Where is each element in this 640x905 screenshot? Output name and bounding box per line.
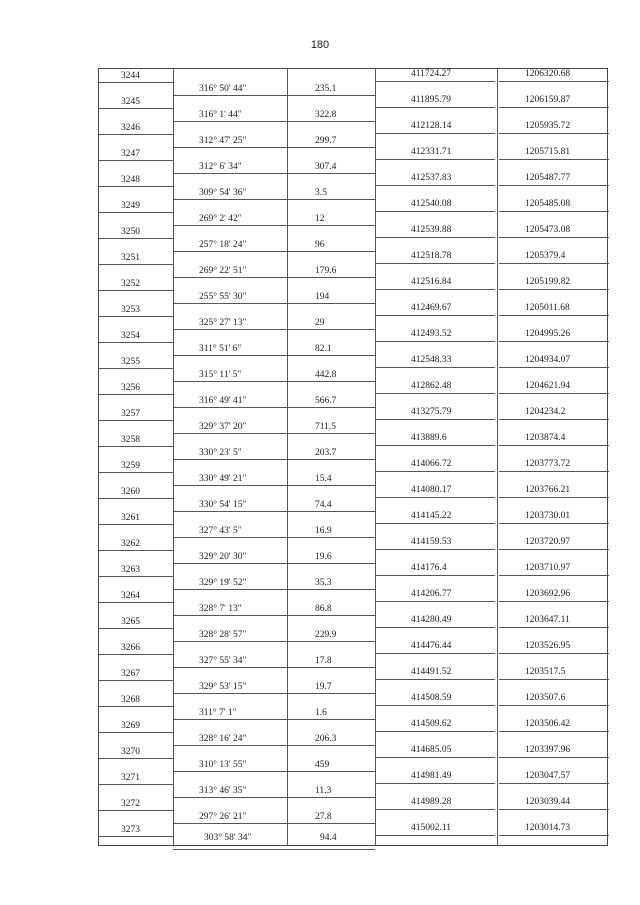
cell-underline [375, 471, 495, 472]
distance-cell: 206.3 [315, 734, 337, 744]
distance-cell: 442.8 [315, 370, 337, 380]
cell-underline [375, 289, 495, 290]
cell-underline [375, 549, 495, 550]
cell-underline [99, 576, 173, 577]
cell-underline [375, 185, 495, 186]
cell-underline [375, 575, 495, 576]
x-coordinate-cell: 414491.52 [411, 667, 452, 677]
angle-cell: 255° 55' 30" [199, 292, 247, 302]
distance-cell: 29 [315, 318, 325, 328]
cell-underline [99, 836, 173, 837]
x-coordinate-cell: 411895.79 [411, 95, 452, 105]
point-number-cell: 3271 [121, 773, 140, 783]
table-row [99, 563, 607, 589]
cell-underline [499, 445, 609, 446]
y-coordinate-cell: 1203526.95 [525, 641, 571, 651]
point-number-cell: 3258 [121, 435, 140, 445]
point-number-cell: 3266 [121, 643, 140, 653]
cell-underline [99, 472, 173, 473]
angle-cell: 327° 43' 5" [199, 526, 242, 536]
cell-underline [99, 732, 173, 733]
x-coordinate-cell: 413275.79 [411, 407, 452, 417]
y-coordinate-cell: 1203517.5 [525, 667, 566, 677]
x-coordinate-cell: 414476.44 [411, 641, 452, 651]
angle-cell: 328° 7' 13" [199, 604, 242, 614]
x-coordinate-cell: 414080.17 [411, 485, 452, 495]
y-coordinate-cell: 1204995.26 [525, 329, 571, 339]
angle-cell: 330° 54' 15" [199, 500, 247, 510]
point-number-cell: 3256 [121, 383, 140, 393]
cell-underline [499, 419, 609, 420]
cell-underline [375, 237, 495, 238]
y-coordinate-cell: 1203647.11 [525, 615, 570, 625]
table-row [99, 303, 607, 329]
cell-underline [375, 731, 495, 732]
distance-cell: 27.8 [315, 812, 332, 822]
y-coordinate-cell: 1203692.96 [525, 589, 571, 599]
cell-underline [99, 524, 173, 525]
table-row [99, 277, 607, 303]
y-coordinate-cell: 1204934.07 [525, 355, 571, 365]
cell-underline [99, 212, 173, 213]
cell-underline [287, 849, 375, 850]
cell-underline [499, 211, 609, 212]
cell-underline [99, 342, 173, 343]
point-number-cell: 3253 [121, 305, 140, 315]
cell-underline [375, 835, 495, 836]
distance-cell: 203.7 [315, 448, 337, 458]
cell-underline [173, 849, 287, 850]
y-coordinate-cell: 1203766.21 [525, 485, 571, 495]
cell-underline [375, 315, 495, 316]
y-coordinate-cell: 1203507.6 [525, 693, 566, 703]
point-number-cell: 3257 [121, 409, 140, 419]
cell-underline [99, 550, 173, 551]
table-row [99, 459, 607, 485]
point-number-cell: 3272 [121, 799, 140, 809]
page-number: 180 [310, 39, 330, 51]
y-coordinate-cell: 1203039.44 [525, 797, 571, 807]
cell-underline [375, 783, 495, 784]
point-number-cell: 3267 [121, 669, 140, 679]
cell-underline [499, 601, 609, 602]
point-number-cell: 3252 [121, 279, 140, 289]
cell-underline [375, 419, 495, 420]
x-coordinate-cell: 414176.4 [411, 563, 447, 573]
x-coordinate-cell: 414509.62 [411, 719, 452, 729]
cell-underline [99, 290, 173, 291]
y-coordinate-cell: 1203720.97 [525, 537, 571, 547]
angle-cell: 329° 19' 52" [199, 578, 247, 588]
y-coordinate-cell: 1203506.42 [525, 719, 571, 729]
table-row [99, 69, 607, 95]
x-coordinate-cell: 412539.88 [411, 225, 452, 235]
angle-cell: 313° 46' 35" [199, 786, 247, 796]
table-row [99, 537, 607, 563]
table-row [99, 225, 607, 251]
distance-cell: 566.7 [315, 396, 337, 406]
distance-cell: 19.7 [315, 682, 332, 692]
distance-cell: 86.8 [315, 604, 332, 614]
x-coordinate-cell: 414685.05 [411, 745, 452, 755]
cell-underline [99, 628, 173, 629]
cell-underline [99, 810, 173, 811]
angle-cell: 297° 26' 21" [199, 812, 247, 822]
cell-underline [375, 679, 495, 680]
cell-underline [375, 263, 495, 264]
point-number-cell: 3247 [121, 149, 140, 159]
cell-underline [375, 159, 495, 160]
distance-cell: 459 [315, 760, 330, 770]
cell-underline [99, 82, 173, 83]
cell-underline [99, 368, 173, 369]
cell-underline [99, 498, 173, 499]
y-coordinate-cell: 1205199.82 [525, 277, 571, 287]
y-coordinate-cell: 1205485.08 [525, 199, 571, 209]
point-number-cell: 3268 [121, 695, 140, 705]
y-coordinate-cell: 1203874.4 [525, 433, 566, 443]
angle-cell: 330° 23' 5" [199, 448, 242, 458]
cell-underline [499, 731, 609, 732]
cell-underline [499, 627, 609, 628]
distance-cell: 307.4 [315, 162, 337, 172]
cell-underline [499, 809, 609, 810]
table-row [99, 615, 607, 641]
angle-cell: 311° 7' 1" [199, 708, 237, 718]
table-row [99, 745, 607, 771]
table-row [99, 251, 607, 277]
x-coordinate-cell: 414159.53 [411, 537, 452, 547]
cell-underline [499, 263, 609, 264]
cell-underline [99, 420, 173, 421]
x-coordinate-cell: 412548.33 [411, 355, 452, 365]
cell-underline [99, 446, 173, 447]
cell-underline [499, 341, 609, 342]
angle-cell: 329° 20' 30" [199, 552, 247, 562]
point-number-cell: 3249 [121, 201, 140, 211]
y-coordinate-cell: 1206320.68 [525, 69, 571, 79]
x-coordinate-cell: 412331.71 [411, 147, 452, 157]
cell-underline [99, 758, 173, 759]
angle-cell: 325° 27' 13" [199, 318, 247, 328]
distance-cell: 15.4 [315, 474, 332, 484]
cell-underline [99, 186, 173, 187]
point-number-cell: 3264 [121, 591, 140, 601]
cell-underline [99, 680, 173, 681]
cell-underline [499, 757, 609, 758]
cell-underline [99, 706, 173, 707]
angle-cell: 316° 1' 44" [199, 110, 242, 120]
cell-underline [375, 107, 495, 108]
table-row [99, 641, 607, 667]
distance-cell: 3.5 [315, 188, 327, 198]
cell-underline [499, 653, 609, 654]
point-number-cell: 3255 [121, 357, 140, 367]
y-coordinate-cell: 1203710.97 [525, 563, 571, 573]
point-number-cell: 3265 [121, 617, 140, 627]
distance-cell: 96 [315, 240, 325, 250]
cell-underline [375, 523, 495, 524]
distance-cell: 12 [315, 214, 325, 224]
cell-underline [375, 133, 495, 134]
cell-underline [499, 107, 609, 108]
point-number-cell: 3261 [121, 513, 140, 523]
angle-cell: 327° 55' 34" [199, 656, 247, 666]
point-number-cell: 3246 [121, 123, 140, 133]
distance-cell: 322.8 [315, 110, 337, 120]
cell-underline [375, 211, 495, 212]
angle-cell: 316° 50' 44" [199, 84, 247, 94]
table-row [99, 121, 607, 147]
distance-cell: 35.3 [315, 578, 332, 588]
cell-underline [499, 679, 609, 680]
x-coordinate-cell: 412537.83 [411, 173, 452, 183]
x-coordinate-cell: 414066.72 [411, 459, 452, 469]
point-number-cell: 3260 [121, 487, 140, 497]
angle-cell: 328° 16' 24" [199, 734, 247, 744]
table-row [99, 147, 607, 173]
distance-cell: 235.1 [315, 84, 337, 94]
cell-underline [375, 705, 495, 706]
cell-underline [499, 289, 609, 290]
cell-underline [499, 237, 609, 238]
y-coordinate-cell: 1203047.57 [525, 771, 571, 781]
angle-cell: 315° 11' 5" [199, 370, 242, 380]
cell-underline [499, 133, 609, 134]
angle-cell: 329° 37' 20" [199, 422, 247, 432]
cell-underline [99, 602, 173, 603]
cell-underline [499, 549, 609, 550]
angle-cell: 269° 2' 42" [199, 214, 242, 224]
table-row [99, 95, 607, 121]
cell-underline [99, 654, 173, 655]
table-row [99, 355, 607, 381]
distance-cell: 299.7 [315, 136, 337, 146]
cell-underline [375, 601, 495, 602]
cell-underline [499, 81, 609, 82]
point-number-cell: 3245 [121, 97, 140, 107]
cell-underline [375, 627, 495, 628]
y-coordinate-cell: 1204234.2 [525, 407, 566, 417]
distance-cell: 74.4 [315, 500, 332, 510]
cell-underline [99, 316, 173, 317]
y-coordinate-cell: 1205935.72 [525, 121, 571, 131]
cell-underline [375, 341, 495, 342]
x-coordinate-cell: 414280.49 [411, 615, 452, 625]
angle-cell: 312° 6' 34" [199, 162, 242, 172]
cell-underline [499, 575, 609, 576]
x-coordinate-cell: 412516.84 [411, 277, 452, 287]
cell-underline [499, 471, 609, 472]
cell-underline [375, 445, 495, 446]
distance-cell: 82.1 [315, 344, 332, 354]
table-row [99, 433, 607, 459]
cell-underline [499, 367, 609, 368]
x-coordinate-cell: 412128.14 [411, 121, 452, 131]
distance-cell: 1.6 [315, 708, 327, 718]
table-row [99, 719, 607, 745]
x-coordinate-cell: 414981.49 [411, 771, 452, 781]
cell-underline [375, 809, 495, 810]
y-coordinate-cell: 1206159.87 [525, 95, 571, 105]
point-number-cell: 3270 [121, 747, 140, 757]
point-number-cell: 3269 [121, 721, 140, 731]
angle-cell: 303° 58' 34" [204, 833, 252, 843]
y-coordinate-cell: 1205473.08 [525, 225, 571, 235]
cell-underline [499, 705, 609, 706]
angle-cell: 330° 49' 21" [199, 474, 247, 484]
cell-underline [499, 159, 609, 160]
x-coordinate-cell: 411724.27 [411, 69, 452, 79]
angle-cell: 257° 18' 24" [199, 240, 247, 250]
x-coordinate-cell: 415002.11 [411, 823, 452, 833]
table-row [99, 199, 607, 225]
cell-underline [499, 185, 609, 186]
cell-underline [99, 784, 173, 785]
cell-underline [375, 393, 495, 394]
table-row [99, 173, 607, 199]
coordinates-table [98, 68, 608, 846]
table-row [99, 771, 607, 797]
cell-underline [499, 315, 609, 316]
distance-cell: 19.6 [315, 552, 332, 562]
y-coordinate-cell: 1205487.77 [525, 173, 571, 183]
angle-cell: 269° 22' 51" [199, 266, 247, 276]
x-coordinate-cell: 414206.77 [411, 589, 452, 599]
x-coordinate-cell: 412540.08 [411, 199, 452, 209]
distance-cell: 229.9 [315, 630, 337, 640]
cell-underline [99, 108, 173, 109]
cell-underline [499, 783, 609, 784]
point-number-cell: 3259 [121, 461, 140, 471]
table-row [99, 329, 607, 355]
distance-cell: 16.9 [315, 526, 332, 536]
table-row [99, 693, 607, 719]
cell-underline [375, 653, 495, 654]
point-number-cell: 3273 [121, 825, 140, 835]
x-coordinate-cell: 412469.67 [411, 303, 452, 313]
cell-underline [375, 367, 495, 368]
table-row [99, 667, 607, 693]
point-number-cell: 3263 [121, 565, 140, 575]
cell-underline [499, 835, 609, 836]
angle-cell: 328° 28' 57" [199, 630, 247, 640]
y-coordinate-cell: 1203730.01 [525, 511, 571, 521]
y-coordinate-cell: 1203773.72 [525, 459, 571, 469]
y-coordinate-cell: 1205379.4 [525, 251, 566, 261]
point-number-cell: 3250 [121, 227, 140, 237]
cell-underline [99, 394, 173, 395]
table-row [99, 589, 607, 615]
x-coordinate-cell: 414145.22 [411, 511, 452, 521]
y-coordinate-cell: 1205011.68 [525, 303, 570, 313]
x-coordinate-cell: 414989.28 [411, 797, 452, 807]
cell-underline [375, 757, 495, 758]
y-coordinate-cell: 1203014.73 [525, 823, 571, 833]
point-number-cell: 3244 [121, 71, 140, 81]
y-coordinate-cell: 1205715.81 [525, 147, 571, 157]
angle-cell: 309° 54' 36" [199, 188, 247, 198]
y-coordinate-cell: 1204621.94 [525, 381, 571, 391]
y-coordinate-cell: 1203397.96 [525, 745, 571, 755]
distance-cell: 711.5 [315, 422, 337, 432]
x-coordinate-cell: 412518.78 [411, 251, 452, 261]
table-row [99, 511, 607, 537]
cell-underline [99, 264, 173, 265]
cell-underline [375, 497, 495, 498]
angle-cell: 310° 13' 55" [199, 760, 247, 770]
cell-underline [499, 393, 609, 394]
cell-underline [499, 497, 609, 498]
angle-cell: 329° 53' 15" [199, 682, 247, 692]
distance-cell: 11.3 [315, 786, 332, 796]
table-row [99, 823, 607, 849]
x-coordinate-cell: 414508.59 [411, 693, 452, 703]
point-number-cell: 3262 [121, 539, 140, 549]
cell-underline [99, 160, 173, 161]
table-row [99, 485, 607, 511]
table-row [99, 797, 607, 823]
angle-cell: 312° 47' 25" [199, 136, 247, 146]
cell-underline [499, 523, 609, 524]
point-number-cell: 3251 [121, 253, 140, 263]
cell-underline [99, 238, 173, 239]
distance-cell: 94.4 [320, 833, 337, 843]
x-coordinate-cell: 412862.48 [411, 381, 452, 391]
point-number-cell: 3248 [121, 175, 140, 185]
point-number-cell: 3254 [121, 331, 140, 341]
x-coordinate-cell: 413889.6 [411, 433, 447, 443]
table-row [99, 407, 607, 433]
distance-cell: 179.6 [315, 266, 337, 276]
angle-cell: 311° 51' 6" [199, 344, 242, 354]
distance-cell: 194 [315, 292, 330, 302]
cell-underline [99, 134, 173, 135]
distance-cell: 17.8 [315, 656, 332, 666]
angle-cell: 316° 49' 41" [199, 396, 247, 406]
cell-underline [375, 81, 495, 82]
table-row [99, 381, 607, 407]
x-coordinate-cell: 412493.52 [411, 329, 452, 339]
